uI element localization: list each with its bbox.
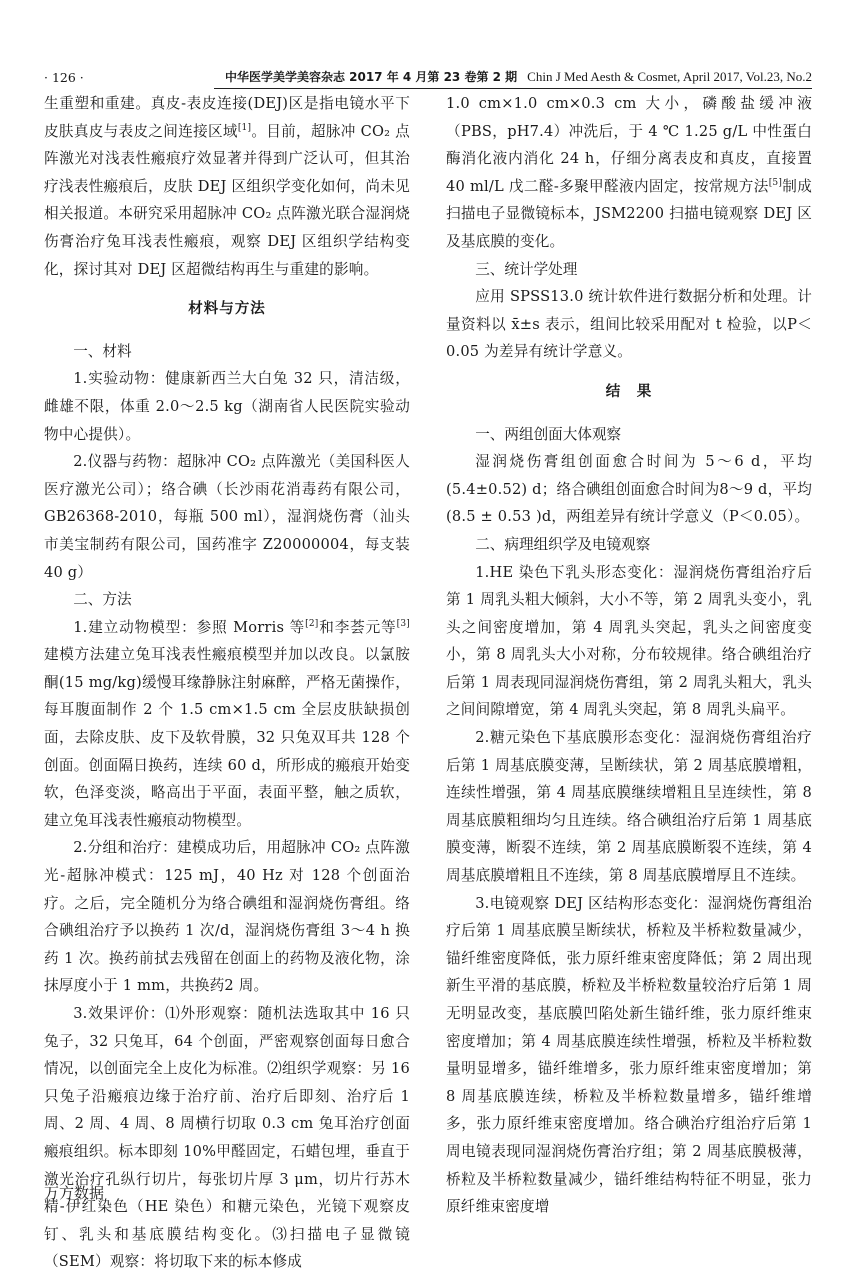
subsection-heading: 一、材料	[73, 342, 132, 360]
citation-ref: [1]	[237, 122, 252, 133]
paragraph: 生重塑和重建。真皮-表皮连接(DEJ)区是指电镜水平下皮肤真皮与表皮之间连接区域[1]。目前，超脉冲 CO₂ 点阵激光对浅表性瘢痕疗效显著并得到广泛认可，但其治疗浅表性瘢痕后，皮肤 DEJ 区组织学变化如何，尚未见相关报道。本研究采用超脉冲 CO₂ 点阵激光联合湿润烧伤膏治疗兔耳浅表性瘢痕，观察 DEJ 区组织学结构变化，探讨其对 DEJ 区超微结构再生与重建的影响。	[44, 95, 410, 278]
paragraph: 2.分组和治疗：建模成功后，用超脉冲 CO₂ 点阵激光-超脉冲模式：125 mJ，40 Hz 对 128 个创面治疗。之后，完全随机分为络合碘组和湿润烧伤膏组。络合碘组治疗予以换药 1 次/d，湿润烧伤膏组 3～4 h 换药 1 次。换药前拭去残留在创面上的药物及液化物，涂抹厚度小于 1 mm，共换药2 周。	[44, 839, 410, 995]
left-column	[44, 90, 410, 1276]
subsection-heading: 一、两组创面大体观察	[475, 425, 622, 443]
paragraph: 应用 SPSS13.0 统计软件进行数据分析和处理。计量资料以 x̄±s 表示，组间比较采用配对 t 检验，以P＜0.05 为差异有统计学意义。	[446, 288, 812, 361]
section-heading: 结 果	[605, 383, 653, 400]
subsection-heading: 三、统计学处理	[475, 260, 578, 278]
citation-ref: [2]	[305, 618, 319, 629]
paragraph: 湿润烧伤膏组创面愈合时间为 5～6 d，平均(5.4±0.52) d；络合碘组创面愈合时间为8～9 d，平均(8.5 ± 0.53 )d，两组差异有统计学意义（P＜0.05）。	[446, 453, 812, 526]
journal-citation	[214, 68, 812, 89]
citation-ref: [3]	[396, 618, 410, 629]
paragraph: 1.建立动物模型：参照 Morris 等[2]和李荟元等[3]建模方法建立兔耳浅表性瘢痕模型并加以改良。以氯胺酮(15 mg/kg)缓慢耳缘静脉注射麻醉，严格无菌操作，每耳腹面制作 2 个 1.5 cm×1.5 cm 全层皮肤缺损创面，去除皮肤、皮下及软骨膜，32 只兔双耳共 128 个创面。创面隔日换药，连续 60 d，所形成的瘢痕开始变软，色泽变淡，略高出于平面，表面平整，触之质软，建立兔耳浅表性瘢痕动物模型。	[44, 618, 410, 829]
paragraph: 3.电镜观察 DEJ 区结构形态变化：湿润烧伤膏组治疗后第 1 周基底膜呈断续状，桥粒及半桥粒数量减少，锚纤维密度降低，张力原纤维束密度降低；第 2 周出现新生平滑的基底膜，桥粒及半桥粒数量较治疗后第 1 周无明显改变，基底膜凹陷处新生锚纤维，张力原纤维束密度增加；第 4 周基底膜连续性增强，桥粒及半桥粒数量明显增多，锚纤维增多，张力原纤维束密度增加；第 8 周基底膜连续，桥粒及半桥粒数量增多，锚纤维增多，张力原纤维束密度增加。络合碘治疗组治疗后第 1 周电镜表现同湿润烧伤膏治疗组；第 2 周基底膜极薄，桥粒及半桥粒数量减少，锚纤维结构特征不明显，张力原纤维束密度增	[446, 894, 812, 1216]
paragraph: 3.效果评价：⑴外形观察：随机法选取其中 16 只兔子，32 只兔耳，64 个创面，严密观察创面每日愈合情况，以创面完全上皮化为标准。⑵组织学观察：另 16 只兔子沿瘢痕边缘于治疗前、治疗后即刻、治疗后 1 周、2 周、4 周、8 周横行切取 0.3 cm 兔耳治疗创面瘢痕组织。标本即刻 10%甲醛固定，石蜡包埋，垂直于激光治疗孔纵行切片，每张切片厚 3 μm，切片行苏木精-伊红染色（HE 染色）和糖元染色，光镜下观察皮钉、乳头和基底膜结构变化。⑶扫描电子显微镜（SEM）观察：将切取下来的标本修成	[44, 1005, 410, 1271]
subsection-heading: 二、病理组织学及电镜观察	[475, 535, 651, 553]
watermark-footer: 万方数据	[44, 1184, 105, 1202]
subsection-heading: 二、方法	[73, 591, 132, 609]
right-column	[446, 90, 812, 1221]
journal-title-en: Chin J Med Aesth & Cosmet, April 2017, Vol.23, No.2	[527, 69, 812, 84]
paragraph: 1.HE 染色下乳头形态变化：湿润烧伤膏组治疗后第 1 周乳头粗大倾斜，大小不等，第 2 周乳头变小，乳头之间密度增加，第 4 周乳头突起，乳头之间密度变小，第 8 周乳头大小对称，分布较规律。络合碘组治疗后第 1 周表现同湿润烧伤膏组，第 2 周乳头粗大，乳头之间间隙增宽，第 4 周乳头突起，第 8 周乳头扁平。	[446, 563, 812, 719]
page-number: · 126 ·	[44, 70, 84, 85]
journal-title-cn: 中华医学美学美容杂志 2017 年 4 月第 23 卷第 2 期	[224, 70, 518, 84]
paragraph: 1.实验动物：健康新西兰大白兔 32 只，清洁级，雌雄不限，体重 2.0～2.5 kg（湖南省人民医院实验动物中心提供）。	[44, 370, 410, 443]
paragraph: 2.仪器与药物：超脉冲 CO₂ 点阵激光（美国科医人医疗激光公司）；络合碘（长沙雨花消毒药有限公司，GB26368-2010，每瓶 500 ml），湿润烧伤膏（汕头市美宝制药有限公司，国药准字 Z20000004，每支装 40 g）	[44, 453, 410, 581]
paragraph: 2.糖元染色下基底膜形态变化：湿润烧伤膏组治疗后第 1 周基底膜变薄，呈断续状，第 2 周基底膜增粗，连续性增强，第 4 周基底膜继续增粗且呈连续性，第 8 周基底膜粗细均匀且连续。络合碘组治疗后第 1 周基底膜变薄，断裂不连续，第 2 周基底膜断裂不连续，第 4 周基底膜增粗且不连续，第 8 周基底膜增厚且不连续。	[446, 729, 812, 885]
paragraph: 1.0 cm×1.0 cm×0.3 cm 大小，磷酸盐缓冲液（PBS，pH7.4）冲洗后，于 4 ℃ 1.25 g/L 中性蛋白酶消化液内消化 24 h，仔细分离表皮和真皮，直接置 40 ml/L 戊二醛-多聚甲醛液内固定，按常规方法[5]制成扫描电子显微镜标本，JSM2200 扫描电镜观察 DEJ 区及基底膜的变化。	[446, 95, 812, 250]
running-header	[44, 68, 812, 90]
section-heading: 材料与方法	[188, 301, 266, 318]
citation-ref: [5]	[768, 177, 783, 188]
